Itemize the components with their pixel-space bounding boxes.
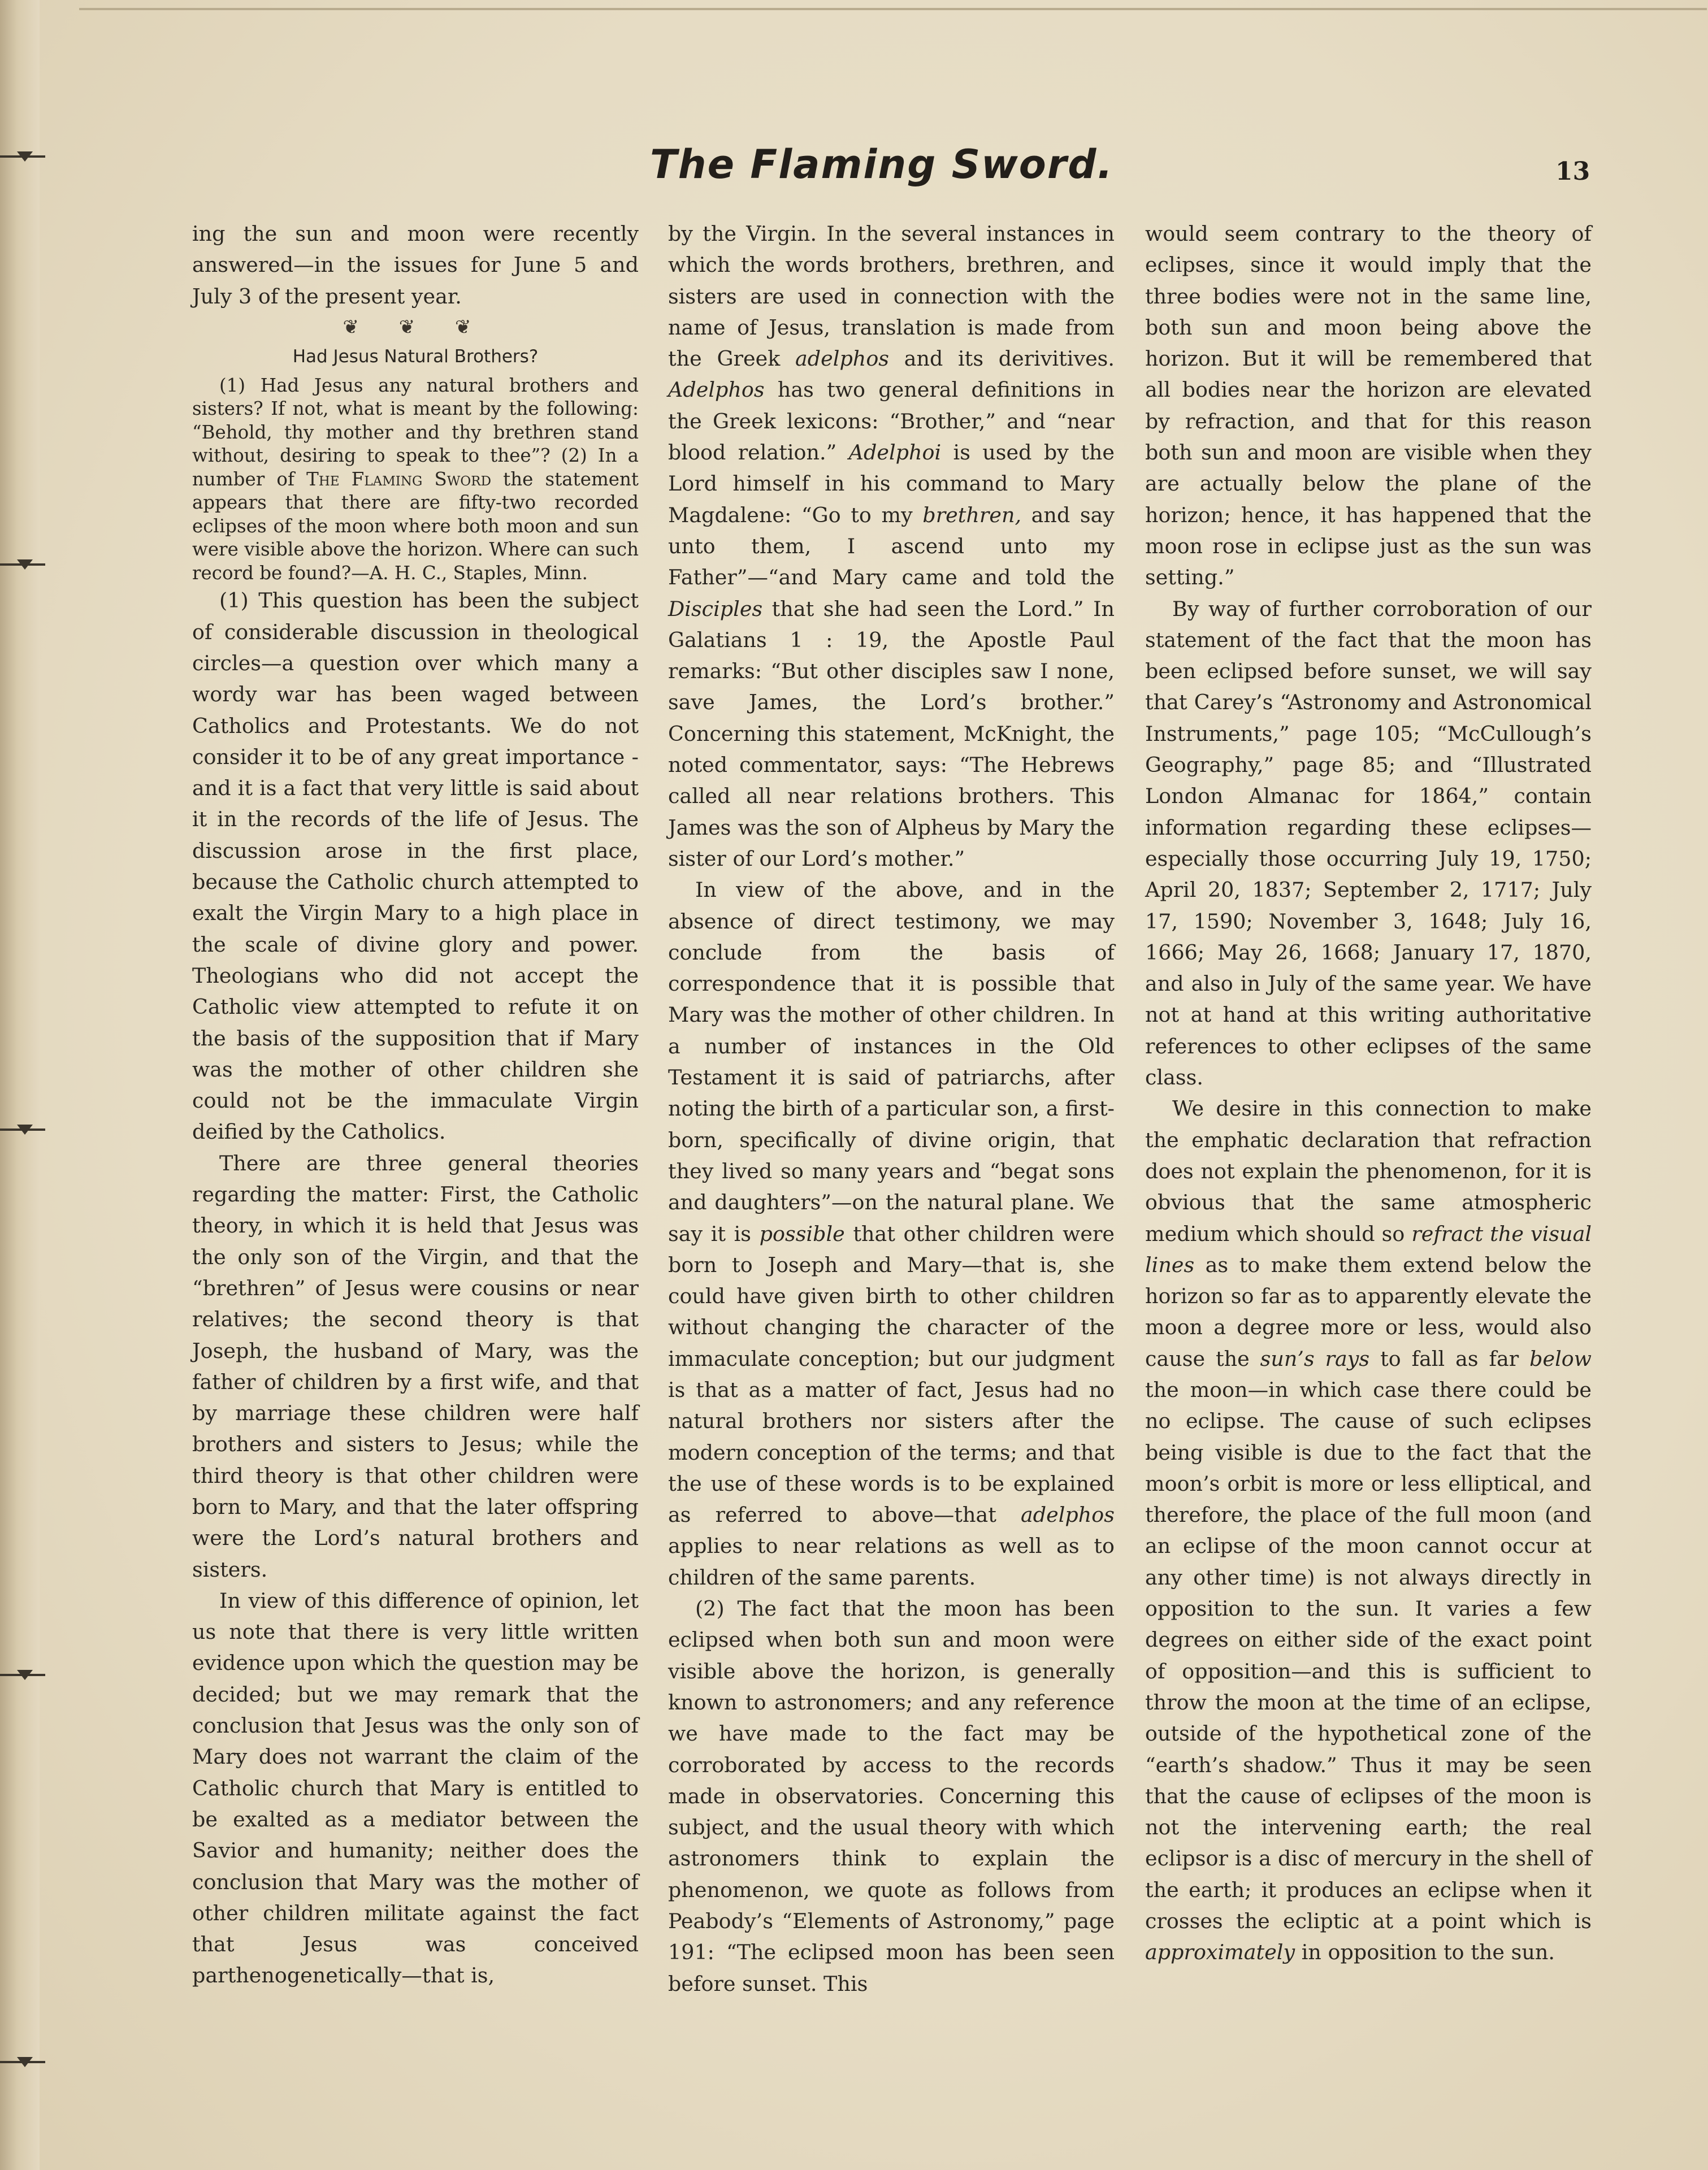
answer-paragraph: We desire in this connection to make the emphatic declaration that refraction does not explain the phenomenon, for it is obvious that the same atmospheric medium which should so refract the visual lines as to make them extend below the horizon so far as to apparently elevate the moon a degree more or less, would also cause the sun’s rays to fall as far below the moon—in which case there could be no eclipse. The cause of such eclipses being visible is due to the fact that the moon’s orbit is more or less elliptical, and therefore, the place of the full moon (and an eclipse of the moon cannot occur at any other time) is not always directly in opposition to the sun. It varies a few degrees on either side of the exact point of opposition—and this is sufficient to throw the moon at the time of an eclipse, outside of the hypothetical zone of the “earth’s shadow.” Thus it may be seen that the cause of eclipses of the moon is not the intervening earth; the real eclipsor is a disc of mercury in the shell of the earth; it produces an eclipse when it crosses the ecliptic at a point which is approximately in opposition to the sun. — [1145, 1096, 1592, 1965]
fleuron-ornament: ❦ ❦ ❦ — [343, 315, 488, 338]
text-column-2 — [668, 218, 1115, 1999]
staple-mark — [0, 1670, 45, 1680]
staple-mark — [0, 1125, 45, 1135]
page-number: 13 — [1555, 157, 1590, 186]
intro-paragraph: ing the sun and moon were recently answered—in the issues for June 5 and July 3 of the present year. — [192, 222, 639, 309]
answer-paragraph: In view of the above, and in the absence of direct testimony, we may conclude from the basis of correspondence that it is possible that Mary was the mother of other children. In a number of instances in the Old Testament it is said of patriarchs, after noting the birth of a particular son, a first-born, specifically of divine origin, that they lived so many years and “begat sons and daughters”—on the natural plane. We say it is possible that other children were born to Joseph and Mary—that is, she could have given birth to other children without changing the character of the immaculate conception; but our judgment is that as a matter of fact, Jesus had no natural brothers nor sisters after the modern conception of the terms; and that the use of these words is to be explained as referred to above—that adelphos applies to near relations as well as to children of the same parents. — [668, 878, 1115, 1590]
answer-paragraph: (1) This question has been the subject of considerable discussion in theological circles—a question over which many a wordy war has been waged between Catholics and Protestants. We do not consider it to be of any great importance - and it is a fact that very little is said about it in the records of the life of Jesus. The discussion arose in the first place, because the Catholic church attempted to exalt the Virgin Mary to a high place in the scale of divine glory and power. Theologians who did not accept the Catholic view attempted to refute it on the basis of the supposition that if Mary was the mother of other children she could not be the immaculate Virgin deified by the Catholics. — [192, 588, 639, 1144]
answer-paragraph: There are three general theories regarding the matter: First, the Catholic theory, in which it is held that Jesus was the only son of the Virgin, and that the “brethren” of Jesus were cousins or near relatives; the second theory is that Joseph, the husband of Mary, was the father of children by a first wife, and that by marriage these children were half brothers and sisters to Jesus; while the third theory is that other children were born to Mary, and that the later offspring were the Lord’s natural brothers and sisters. — [192, 1151, 639, 1582]
answer-paragraph: (2) The fact that the moon has been eclipsed when both sun and moon were visible above the horizon, is generally known to astronomers; and any reference we have made to the fact may be corroborated by access to the records made in observatories. Concerning this subject, and the usual theory with which astronomers think to explain the phenomenon, we quote as follows from Peabody’s “Elements of Astronomy,” page 191: “The eclipsed moon has been seen before sunset. This — [668, 1596, 1115, 1996]
staple-mark — [0, 559, 45, 570]
answer-paragraph: By way of further corroboration of our statement of the fact that the moon has been eclipsed before sunset, we will say that Carey’s “Astronomy and Astronomical Instruments,” page 105; “McCullough’s Geography,” page 85; and “Illustrated London Almanac for 1864,” contain information regarding these eclipses—especially those occurring July 19, 1750; April 20, 1837; September 2, 1717; July 17, 1590; November 3, 1648; July 16, 1666; May 26, 1668; January 17, 1870, and also in July of the same year. We have not at hand at this writing authoritative references to other eclipses of the same class. — [1145, 596, 1592, 1090]
top-edge-shadow — [79, 8, 1707, 10]
answer-paragraph: would seem contrary to the theory of eclipses, since it would imply that the three bodies were not in the same line, both sun and moon being above the horizon. But it will be remembered that all bodies near the horizon are elevated by refraction, and that for this reason both sun and moon are visible when they are actually below the plane of the horizon; hence, it has happened that the moon rose in eclipse just as the sun was setting.” — [1145, 222, 1592, 590]
staple-mark — [0, 2057, 45, 2067]
magazine-name: The Flaming Sword — [306, 468, 492, 490]
text-column-3 — [1145, 218, 1592, 1968]
publication-title: The Flaming Sword. — [650, 141, 1114, 188]
question-heading: Had Jesus Natural Brothers? — [292, 346, 539, 367]
binding-spine — [0, 0, 40, 2170]
answer-paragraph: by the Virgin. In the several instances in which the words brothers, brethren, and sisters are used in connection with the name of Jesus, translation is made from the Greek adelphos and its derivitives. Adelphos has two general definitions in the Greek lexicons: “Brother,” and “near blood relation.” Adelphoi is used by the Lord himself in his command to Mary Magdalene: “Go to my brethren, and say unto them, I ascend unto my Father”—“and Mary came and told the Disciples that she had seen the Lord.” In Galatians 1 : 19, the Apostle Paul remarks: “But other disciples saw I none, save James, the Lord’s brother.” Concerning this statement, McKnight, the noted commentator, says: “The Hebrews called all near relations brothers. This James was the son of Alpheus by Mary the sister of our Lord’s mother.” — [668, 222, 1115, 871]
reader-question: (1) Had Jesus any natural brothers and sisters? If not, what is meant by the following: “Behold, thy mother and thy brethren stand without, desiring to speak to thee”? (2) In a number of The Flaming Sword the statement appears that there are fifty-two recorded eclipses of the moon where both moon and sun were visible above the horizon. Where can such record be found?—A. H. C., Staples, Minn. — [192, 374, 639, 584]
answer-paragraph: In view of this difference of opinion, let us note that there is very little written evidence upon which the question may be decided; but we may remark that the conclusion that Jesus was the only son of Mary does not warrant the claim of the Catholic church that Mary is entitled to be exalted as a mediator between the Savior and humanity; neither does the conclusion that Mary was the mother of other children militate against the fact that Jesus was conceived parthenogenetically—that is, — [192, 1588, 639, 1988]
text-column-1 — [192, 218, 639, 1991]
page-header — [0, 141, 1708, 203]
